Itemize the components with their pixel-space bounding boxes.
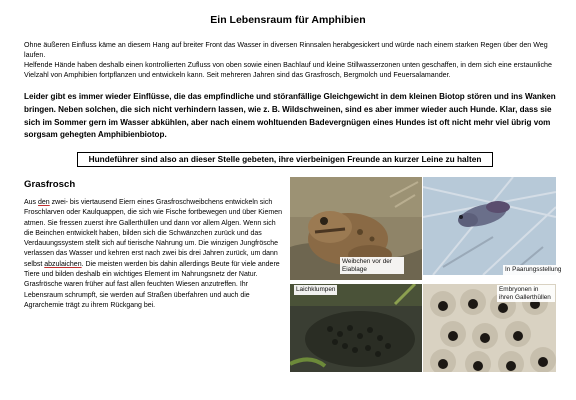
intro-paragraph: Ohne äußeren Einfluss käme an diesem Hang auf breiter Front das Wasser in diversen Rinnsalen herabgesickert und würde nach einem starken Regen über den Weg laufen. xyxy=(24,41,548,59)
caption-mating: In Paarungsstellung xyxy=(505,266,562,273)
intro-text xyxy=(24,40,554,80)
grasfrosch-text xyxy=(24,198,286,311)
page-title: Ein Lebensraum für Amphibien xyxy=(210,14,366,26)
caption-spawn: Laichklumpen xyxy=(296,286,336,293)
dog-leash-notice: Hundeführer sind also an dieser Stelle gebeten, ihre vierbeinigen Freunde an kurzer Leine zu halten xyxy=(77,152,493,167)
body-paragraph: Aus den zwei- bis viertausend Eiern eines Grasfroschweibchens entwickeln sich Froschlarven oder Kaulquappen, die sich wie Fische fortbewegen und über Kiemen atmen. Sie fressen zuerst ihre Gallerthüllen und dann vor allem Algen. Wenn sich die Beinchen entwickelt haben, bilden sich die Schwänzchen zurück und das Verdauungssystem stellt sich auf tierische Nahrung um. Die winzigen Jungfrösche verlassen das Wasser und kehren erst nach zwei bis drei Jahren zurück, um dann selbst abzulaichen. Die meisten werden bis dahin allerdings Beute für viele andere Tiere und bilden deshalb ein wichtiges Element im Nahrungsnetz der Natur. xyxy=(24,199,282,279)
intro-paragraph: Helfende Hände haben deshalb einen kontrollierten Zufluss von oben sowie einen Bachlauf und kleine Stillwasserzonen unten geschaffen, in dem sich eine erstaunliche Vielzahl von Amphibien fortpflanzen und entwickeln kann. Seit mehreren Jahren sind das Grasfrosch, Bergmolch und Feuersalamander. xyxy=(24,61,552,79)
mating-frogs-photo xyxy=(423,177,556,275)
body-paragraph: Grasfrösche waren früher auf fast allen feuchten Wiesen anzutreffen. Ihr Lebensraum schrumpft, sie werden auf Straßen überfahren und auch die Agrarchemie trägt zu ihrem Rückgang bei. xyxy=(24,281,250,309)
warning-paragraph: Leider gibt es immer wieder Einflüsse, die das empfindliche und störanfällige Gleichgewicht in dem kleinen Biotop stören und ins Wanken bringen. Neben solchen, die sich nicht verhindern lassen, wie z. B. Wildschweinen, sind es aber immer wieder auch Hunde. Klar, dass sie sich im Sommer gern im Wasser abkühlen, aber nach einem wohltuenden Badevergnügen eines Hundes ist oft nicht mehr viel übrig vom sorgsam gehegten Amphibienbiotop. xyxy=(24,92,556,140)
spawn-photo xyxy=(290,284,422,372)
caption-frog-female: Weibchen vor der Eiablage xyxy=(340,257,404,274)
section-heading: Grasfrosch xyxy=(24,179,76,190)
caption-embryos: Embryonen in ihren Gallerthüllen xyxy=(497,285,555,302)
